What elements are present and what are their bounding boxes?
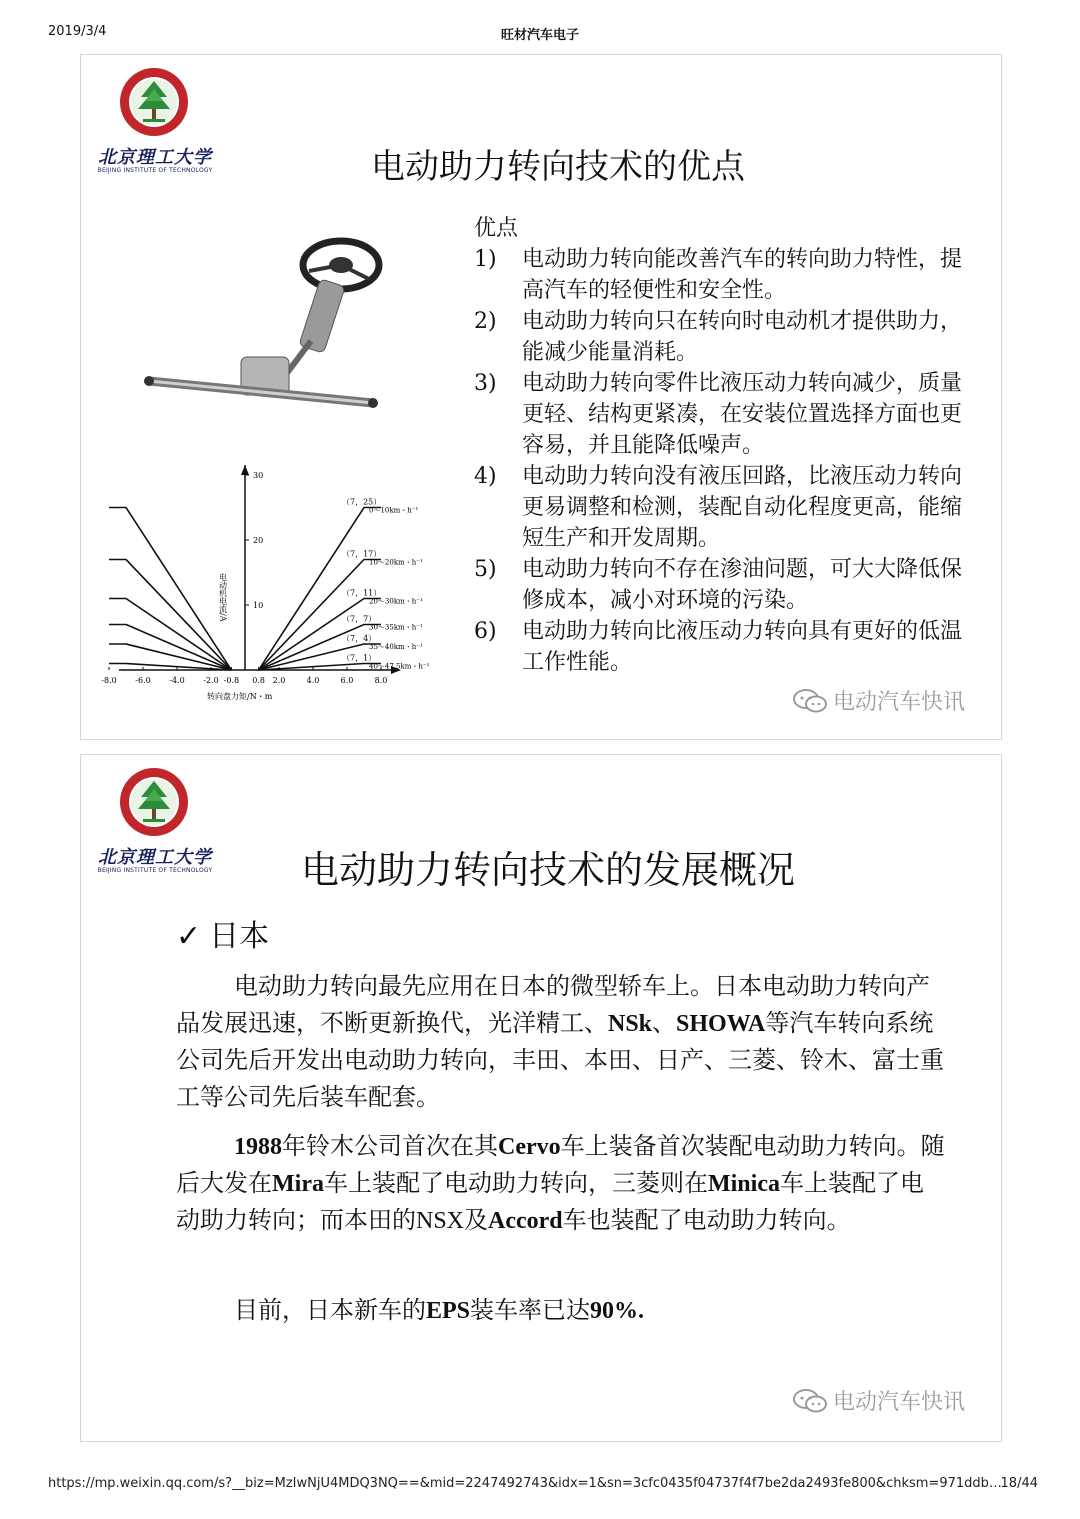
series-point-label: （7，25）	[342, 497, 382, 507]
slide-development	[80, 754, 1002, 1442]
checkmark-icon: ✓	[176, 919, 202, 954]
advantages-heading: 优点	[474, 216, 519, 241]
item-number: 5)	[474, 557, 497, 582]
text-run: 车上装配了电动助力转向，三菱则在	[323, 1171, 708, 1197]
text-run-bold: Cervo	[498, 1134, 561, 1160]
page-url: https://mp.weixin.qq.com/s?__biz=MzIwNjU4MDQ3NQ==&mid=2247492743&idx=1&sn=3cfc0435f04737f4f7be2da2493fe800&chksm=971ddb…	[48, 1476, 1002, 1491]
advantages-list	[474, 213, 974, 678]
item-number: 3)	[474, 371, 497, 396]
text-run: 电动助力转向最先应用在日本的微型轿车上。日本电动助力转向产品发展迅速，不断更新换代，光洋精工、	[176, 974, 930, 1037]
text-run-bold: Mira	[272, 1171, 324, 1197]
series-legend-label: 20～30km・h⁻¹	[369, 597, 423, 606]
x-tick-label: -2.0	[203, 676, 219, 685]
x-tick-label: -8.0	[101, 676, 117, 685]
y-tick-label: 30	[253, 471, 264, 480]
x-tick-label: -6.0	[135, 676, 151, 685]
item-text: 电动助力转向零件比液压动力转向减少，质量更轻、结构更紧凑，在安装位置选择方面也更容易，并且能降低噪声。	[522, 371, 963, 458]
slide-title: 电动助力转向技术的优点	[371, 147, 745, 187]
chart-x-label: 转向盘力矩/N・m	[207, 692, 273, 701]
text-run-bold: 90%.	[590, 1298, 645, 1324]
item-number: 6)	[474, 619, 497, 644]
x-tick-label: 2.0	[272, 676, 286, 685]
text-run: 车也装配了电动助力转向。	[562, 1208, 851, 1234]
text-run: 装车率已达	[470, 1298, 591, 1324]
text-run: 车上装备首次装配电动助力转向。随后大发在	[176, 1134, 945, 1197]
university-emblem-icon	[119, 67, 189, 137]
series-legend-label: 35～40km・h⁻¹	[369, 643, 423, 651]
text-run-bold: SHOWA	[676, 1011, 766, 1037]
item-text: 电动助力转向没有液压回路，比液压动力转向更易调整和检测，装配自动化程度更高，能缩短生产和开发周期。	[522, 464, 963, 551]
text-run: 目前，日本新车的	[234, 1298, 426, 1324]
x-tick-label: -4.0	[169, 676, 185, 685]
series-line-left	[109, 508, 231, 671]
print-header	[0, 24, 1080, 46]
university-name-cn: 北京理工大学	[98, 847, 212, 868]
y-tick-label: 20	[253, 536, 264, 545]
list-item	[474, 306, 974, 368]
item-text: 电动助力转向不存在渗油问题，可大大降低保修成本，减小对环境的污染。	[522, 557, 963, 613]
slide-advantages	[80, 54, 1002, 740]
series-legend-label: 30～35km・h⁻¹	[369, 623, 423, 632]
series-legend-label: 0～10km・h⁻¹	[369, 506, 419, 515]
text-run: 等汽车转向系统公司先后开发出电动助力转向，丰田、本田、日产、三菱、铃木、富士重工等公司先后装车配套。	[176, 1011, 944, 1111]
series-legend-label: 40～47.5km・h⁻¹	[369, 662, 430, 671]
university-emblem-icon	[119, 767, 189, 837]
list-item	[474, 368, 974, 461]
paragraph-1988	[176, 1129, 946, 1240]
university-name-en: BEIJING INSTITUTE OF TECHNOLOGY	[97, 167, 213, 174]
item-text: 电动助力转向能改善汽车的转向助力特性，提高汽车的轻便性和安全性。	[522, 247, 963, 303]
watermark	[793, 1385, 965, 1416]
series-line-left	[109, 599, 231, 671]
item-number: 2)	[474, 309, 497, 334]
watermark-text: 电动汽车快讯	[833, 1390, 966, 1415]
list-item	[474, 554, 974, 616]
x-tick-label: 4.0	[306, 676, 320, 685]
university-logo	[95, 67, 213, 177]
slide-title: 电动助力转向技术的发展概况	[301, 848, 796, 892]
paragraph-history	[176, 969, 946, 1117]
x-tick-label: 0.8	[252, 676, 265, 685]
country-name: 日本	[209, 919, 270, 954]
item-text: 电动助力转向只在转向时电动机才提供助力，能减少能量消耗。	[522, 309, 963, 365]
series-line-left	[109, 664, 231, 671]
motor-current-chart	[101, 465, 441, 703]
series-line-right	[259, 664, 381, 671]
wechat-icon	[793, 1389, 827, 1413]
list-item	[474, 461, 974, 554]
chart-y-label: 电动机电流/A	[218, 573, 228, 622]
paragraph-eps-rate	[176, 1293, 946, 1330]
text-run-bold: Minica	[707, 1171, 780, 1197]
series-point-label: （7，4）	[342, 634, 377, 643]
wechat-icon	[793, 689, 827, 713]
print-date: 2019/3/4	[48, 24, 107, 39]
x-tick-label: 6.0	[340, 676, 354, 685]
series-point-label: （7，1）	[342, 653, 377, 663]
text-run: 车上装配了电动助力转向；而本田的NSX及	[176, 1171, 924, 1234]
watermark	[793, 685, 965, 716]
list-item	[474, 244, 974, 306]
item-number: 4)	[474, 464, 497, 489]
series-point-label: （7，11）	[342, 588, 382, 598]
series-legend-label: 10～20km・h⁻¹	[369, 558, 423, 567]
text-run: 年铃木公司首次在其	[282, 1134, 498, 1160]
series-point-label: （7，7）	[342, 614, 377, 624]
country-heading	[176, 911, 269, 955]
text-run-bold: NSk	[608, 1011, 653, 1037]
list-item	[474, 616, 974, 678]
x-tick-label: -0.8	[223, 676, 240, 685]
text-run-bold: Accord	[488, 1208, 563, 1234]
x-tick-label: 8.0	[374, 676, 388, 685]
university-name-en: BEIJING INSTITUTE OF TECHNOLOGY	[97, 867, 213, 874]
item-number: 1)	[474, 247, 497, 272]
page-number: 18/44	[1000, 1476, 1038, 1491]
watermark-text: 电动汽车快讯	[833, 690, 966, 715]
university-name-cn: 北京理工大学	[98, 147, 212, 168]
text-run-bold: EPS	[426, 1298, 471, 1324]
text-run: 、	[652, 1011, 677, 1037]
text-run-bold: 1988	[234, 1134, 282, 1160]
print-site-title: 旺材汽车电子	[500, 28, 579, 43]
steering-system-illustration	[141, 231, 401, 431]
university-logo	[95, 767, 213, 877]
item-text: 电动助力转向比液压动力转向具有更好的低温工作性能。	[522, 619, 963, 675]
y-tick-label: 10	[253, 601, 264, 610]
series-point-label: （7，17）	[342, 549, 382, 559]
